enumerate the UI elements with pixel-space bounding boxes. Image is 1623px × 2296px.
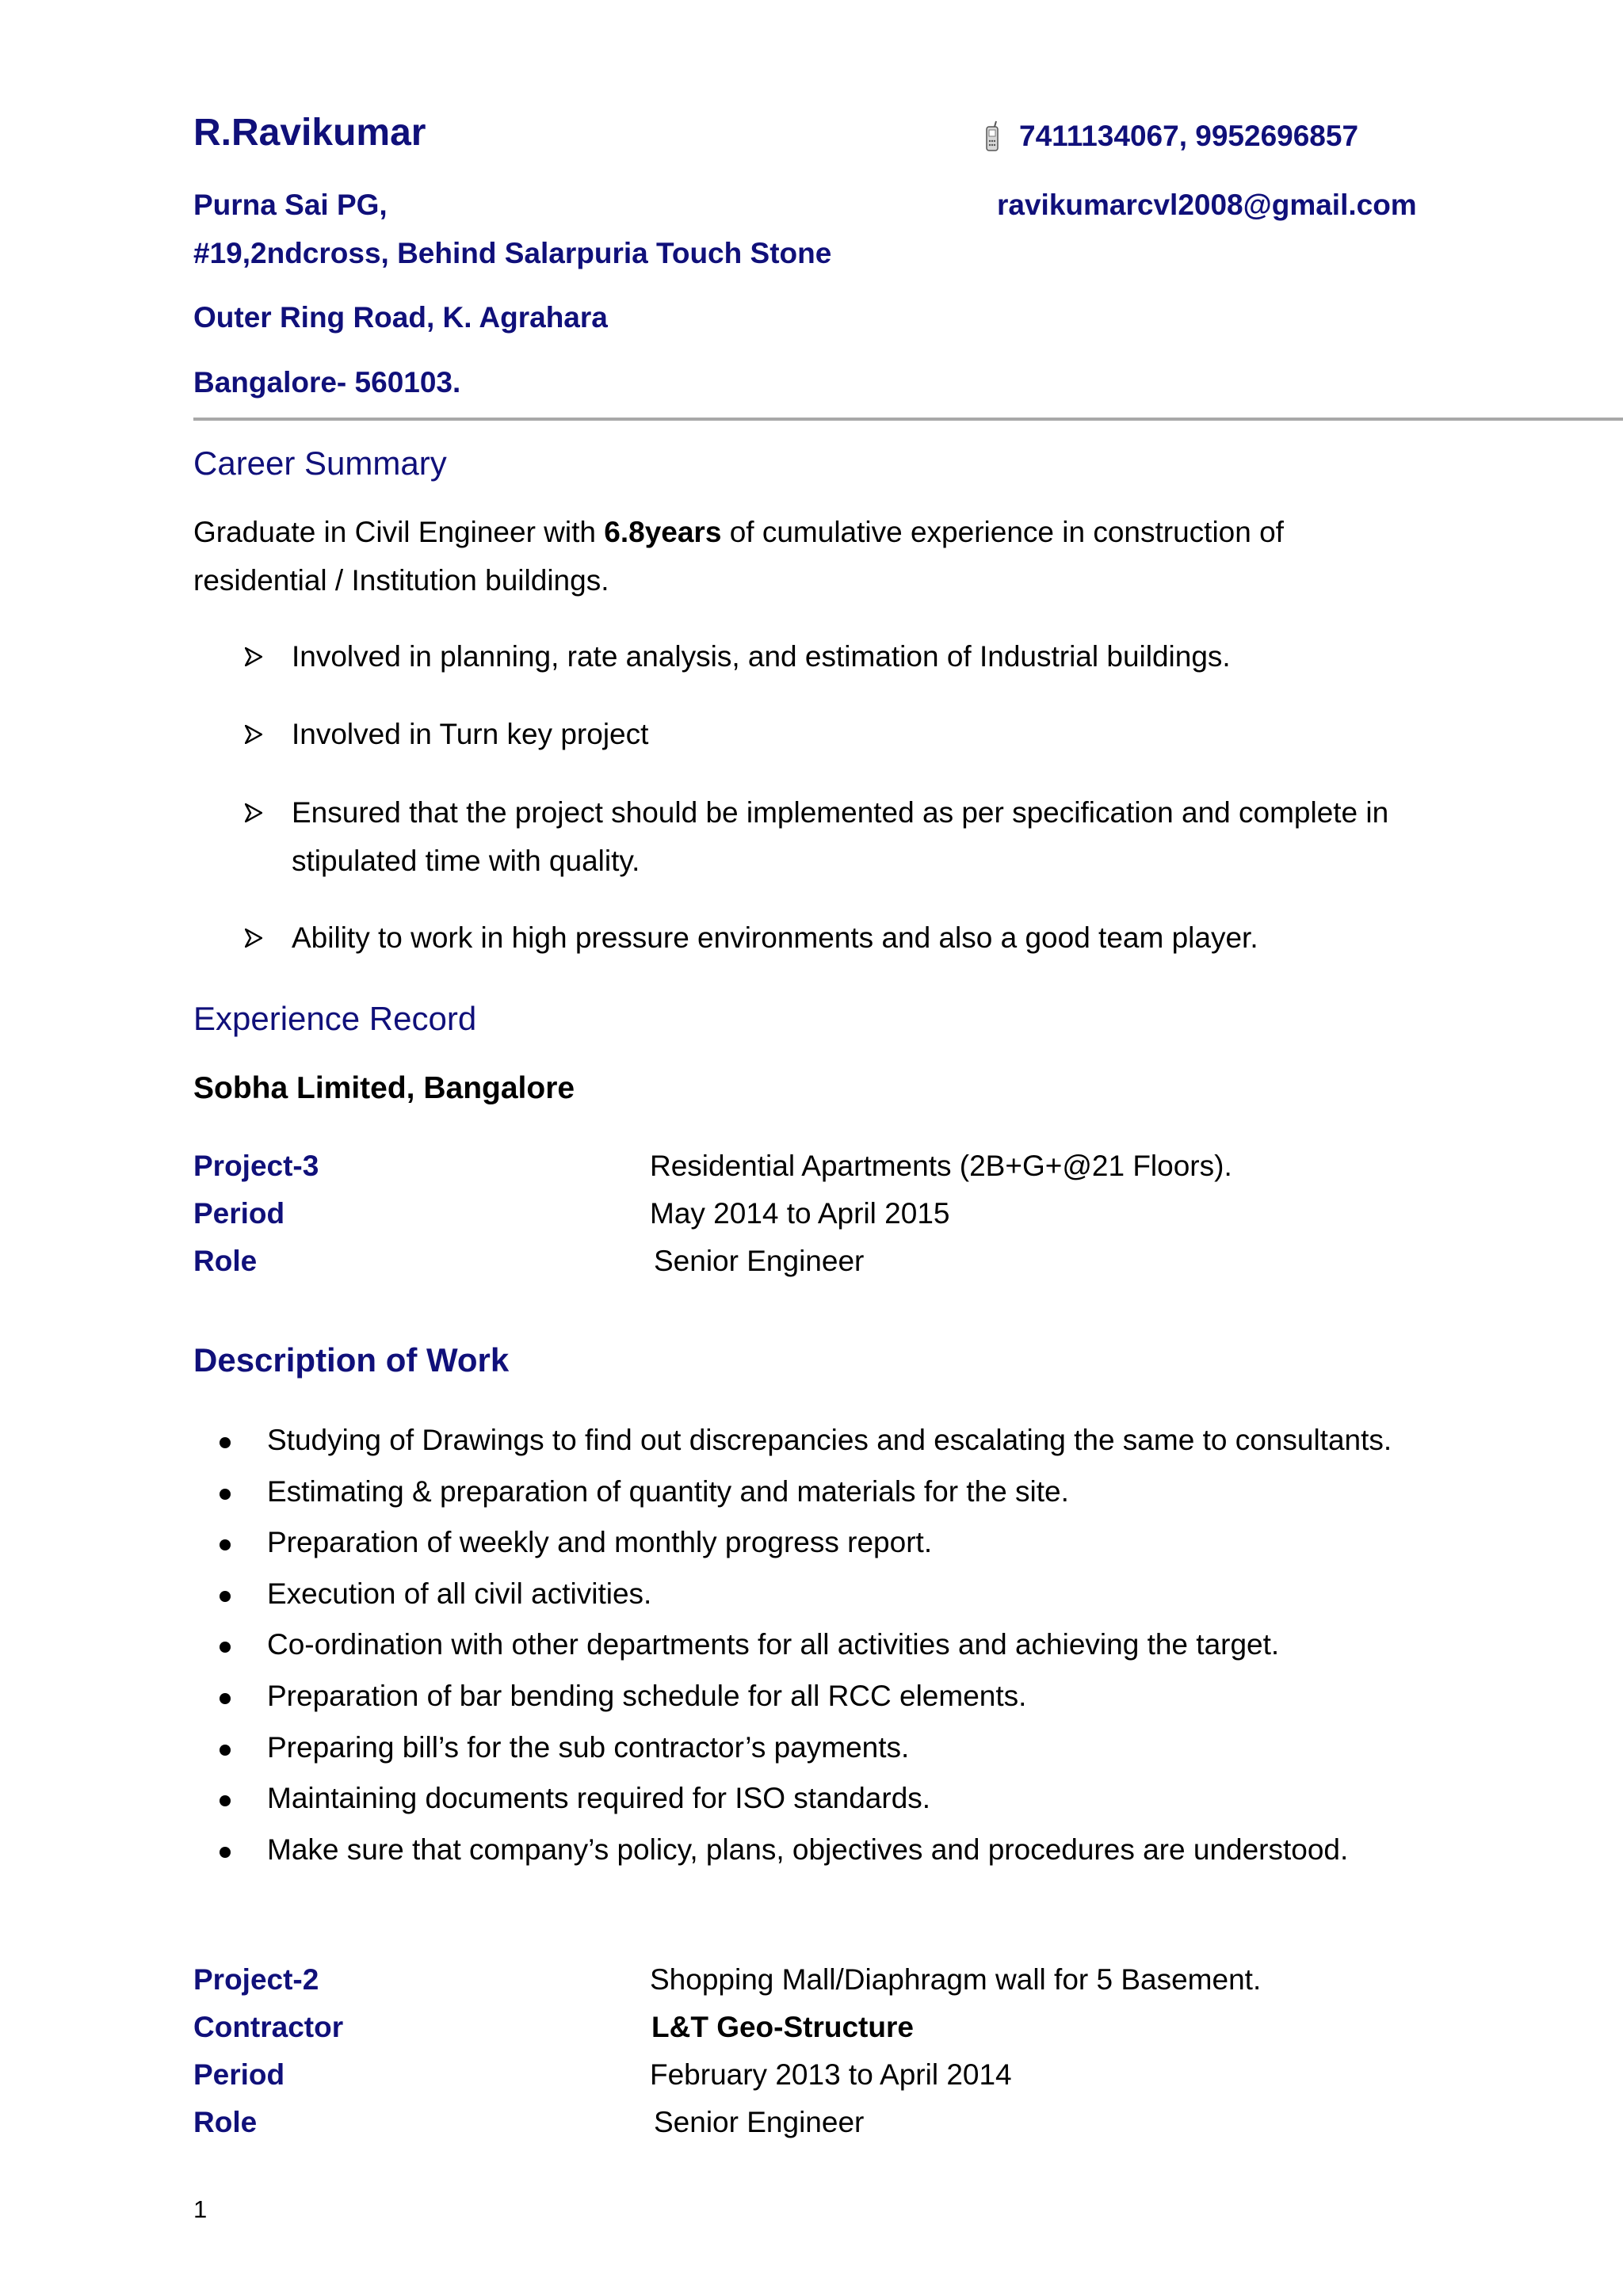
mobile-phone-icon — [983, 120, 1001, 152]
bullet-dot-icon — [220, 1693, 231, 1704]
career-summary-heading: Career Summary — [193, 444, 447, 482]
intro-text: Graduate in Civil Engineer with — [193, 516, 605, 548]
project-3-value: Residential Apartments (2B+G+@21 Floors). — [650, 1150, 1232, 1182]
description-item-2: Estimating & preparation of quantity and materials for the site. — [267, 1475, 1069, 1508]
arrow-bullet-icon — [245, 803, 262, 822]
project-2-role-value: Senior Engineer — [654, 2106, 865, 2138]
project-2-label: Project-2 — [193, 1963, 319, 1996]
page-number: 1 — [193, 2195, 208, 2223]
arrow-bullet-icon — [245, 647, 262, 666]
description-item-6: Preparation of bar bending schedule for all RCC elements. — [267, 1680, 1027, 1712]
project-2-role-label: Role — [193, 2106, 258, 2138]
project-2-contractor-value: L&T Geo-Structure — [651, 2011, 914, 2043]
intro-text-tail: of cumulative experience in construction of — [721, 516, 1284, 548]
summary-bullet-3: Ensured that the project should be implemented as per specification and complete in — [292, 796, 1389, 829]
bullet-dot-icon — [220, 1642, 231, 1653]
bullet-dot-icon — [220, 1745, 231, 1756]
project-2-contractor-label: Contractor — [193, 2011, 344, 2043]
candidate-name: R.Ravikumar — [193, 112, 426, 154]
bullet-dot-icon — [220, 1489, 231, 1500]
project-3-label: Project-3 — [193, 1150, 319, 1182]
bullet-dot-icon — [220, 1795, 231, 1806]
summary-bullet-2: Involved in Turn key project — [292, 718, 649, 750]
phone-numbers: 7411134067, 9952696857 — [1019, 120, 1359, 152]
description-item-7: Preparing bill’s for the sub contractor’s payments. — [267, 1731, 910, 1764]
address-line-2: #19,2ndcross, Behind Salarpuria Touch Stone — [193, 237, 832, 269]
address-line-3: Outer Ring Road, K. Agrahara — [193, 301, 608, 334]
address-line-1: Purna Sai PG, — [193, 189, 388, 221]
description-item-1: Studying of Drawings to find out discrepancies and escalating the same to consultants. — [267, 1424, 1392, 1456]
description-item-8: Maintaining documents required for ISO standards. — [267, 1782, 931, 1814]
summary-bullet-4: Ability to work in high pressure environments and also a good team player. — [292, 921, 1258, 954]
project-3-role-value: Senior Engineer — [654, 1245, 865, 1277]
address-line-4: Bangalore- 560103. — [193, 366, 461, 399]
company-name: Sobha Limited, Bangalore — [193, 1071, 575, 1105]
description-item-9: Make sure that company’s policy, plans, objectives and procedures are understood. — [267, 1833, 1349, 1866]
bullet-dot-icon — [220, 1539, 231, 1550]
description-item-4: Execution of all civil activities. — [267, 1577, 652, 1610]
description-item-5: Co-ordination with other departments for all activities and achieving the target. — [267, 1628, 1280, 1661]
career-summary-intro — [193, 516, 1284, 549]
experience-record-heading: Experience Record — [193, 1000, 477, 1037]
arrow-bullet-icon — [245, 929, 262, 948]
bullet-dot-icon — [220, 1437, 231, 1448]
summary-bullet-3-continued: stipulated time with quality. — [292, 845, 640, 877]
project-3-period-value: May 2014 to April 2015 — [650, 1197, 950, 1230]
project-3-period-label: Period — [193, 1197, 285, 1230]
description-of-work-heading: Description of Work — [193, 1341, 510, 1379]
experience-years: 6.8years — [604, 516, 722, 548]
description-item-3: Preparation of weekly and monthly progress report. — [267, 1526, 933, 1558]
project-2-period-label: Period — [193, 2058, 285, 2091]
summary-bullet-1: Involved in planning, rate analysis, and estimation of Industrial buildings. — [292, 640, 1231, 673]
project-3-role-label: Role — [193, 1245, 258, 1277]
project-2-period-value: February 2013 to April 2014 — [650, 2058, 1012, 2091]
header-divider — [193, 418, 1623, 421]
bullet-dot-icon — [220, 1591, 231, 1602]
arrow-bullet-icon — [245, 725, 262, 744]
bullet-dot-icon — [220, 1847, 231, 1858]
career-summary-intro-line-2: residential / Institution buildings. — [193, 564, 609, 597]
email-address[interactable]: ravikumarcvl2008@gmail.com — [997, 189, 1417, 221]
project-2-value: Shopping Mall/Diaphragm wall for 5 Basement. — [650, 1963, 1262, 1996]
